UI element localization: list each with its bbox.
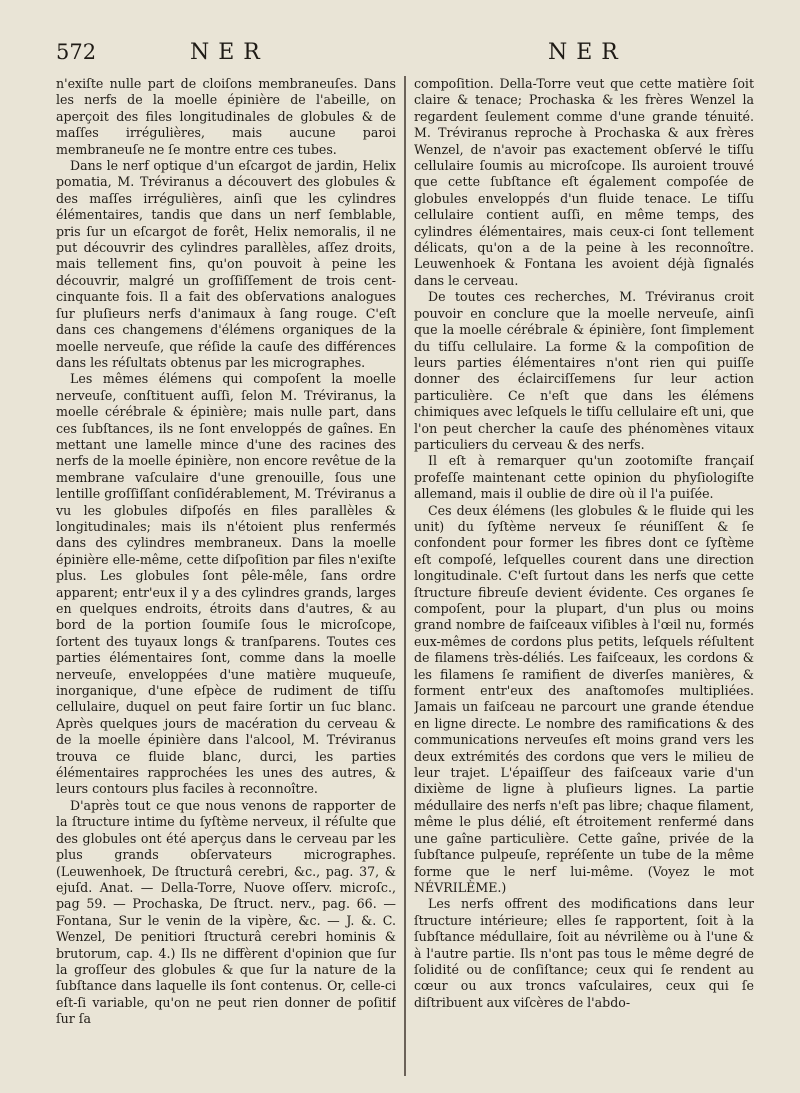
paragraph: D'après tout ce que nous venons de rapporter de la ſtructure intime du ſyſtème nerveux, il réſulte que des globules ont été aperçus dans le cerveau par les plus grands obſervateurs micrographes. (Leuwenhoek, De ſtructurâ cerebri, &c., pag. 37, & ejuſd. Anat. — Della-Torre, Nuove oſſerv. microſc., pag 59. — Prochaska, De ſtruct. nerv., pag. 66. — Fontana, Sur le venin de la vipère, &c. — J. &. C. Wenzel, De penitiori ſtructurâ cerebri hominis & brutorum, cap. 4.) Ils ne diffèrent d'opinion que ſur la groſſeur des globules & que ſur la nature de la ſubſtance dans laquelle ils ſont contenus. Or, celle-ci eſt-ſi variable, qu'on ne peut rien donner de poſitif ſur ſa <box>56 797 396 1027</box>
paragraph: Dans le nerf optique d'un eſcargot de jardin, Helix pomatia, M. Tréviranus a découvert des globules & des maſſes irrégulières, ainſi que les cylindres élémentaires, tandis que dans un nerf ſemblable, pris ſur un eſcargot de forêt, Helix nemoralis, il ne put découvrir des cylindres parallèles, aſſez droits, mais tellement fins, qu'on pouvoit à peine les découvrir, malgré un groſſiſſement de trois cent-cinquante fois. Il a fait des obſervations analogues ſur pluſieurs nerfs d'animaux à ſang rouge. C'eſt dans ces changemens d'élémens organiques de la moelle nerveuſe, que réſide la cauſe des différences dans les réſultats obtenus par les micrographes. <box>56 158 396 370</box>
left-column <box>56 76 396 1086</box>
page-number: 572 <box>56 40 97 64</box>
column-rule <box>404 76 406 1076</box>
running-head-left: NER <box>190 40 269 65</box>
paragraph: Les mêmes élémens qui compoſent la moelle nerveuſe, conſtituent auſſi, ſelon M. Tréviranus, la moelle cérébrale & épinière; mais nulle part, dans ces ſubſtances, ils ne ſont enveloppés de gaînes. En mettant une lamelle mince d'une des racines des nerfs de la moelle épinière, non encore revêtue de la membrane vaſculaire d'une grenouille, ſous une lentille groſſiſſant conſidérablement, M. Tréviranus a vu les globules diſpoſés en files parallèles & longitudinales; mais ils n'étoient plus renfermés dans des cylindres membraneux. Dans la moelle épinière elle-même, cette diſpoſition par files n'exiſte plus. Les globules ſont pêle-mêle, ſans ordre apparent; entr'eux il y a des cylindres grands, larges en quelques endroits, étroits dans d'autres, & au bord de la portion ſoumiſe ſous le microſcope, ſortent des tuyaux longs & tranſparens. Toutes ces parties élémentaires ſont, comme dans la moelle nerveuſe, enveloppées d'une matière muqueuſe, inorganique, d'une eſpèce de rudiment de tiſſu cellulaire, duquel on peut faire ſortir un ſuc blanc. Après quelques jours de macération du cerveau & de la moelle épinière dans l'alcool, M. Tréviranus trouva ce fluide blanc, durci, les parties élémentaires rapprochées les unes des autres, & leurs contours plus faciles à reconnoître. <box>56 371 396 797</box>
paragraph: Il eſt à remarquer qu'un zootomiſte françaiſ profeſſe maintenant cette opinion du phyſiologiſte allemand, mais il oublie de dire où il l'a puiſée. <box>414 453 754 502</box>
right-column <box>414 76 754 1086</box>
paragraph: compoſition. Della-Torre veut que cette matière ſoit claire & tenace; Prochaska & les frères Wenzel la regardent ſeulement comme d'une grande ténuité. M. Tréviranus reproche à Prochaska & aux frères Wenzel, de n'avoir pas exactement obſervé le tiſſu cellulaire ſoumis au microſcope. Ils auroient trouvé que cette ſubſtance eſt également compoſée de globules enveloppés d'un fluide tenace. Le tiſſu cellulaire contient auſſi, en même temps, des cylindres élémentaires, mais ceux-ci ſont tellement délicats, qu'on a de la peine à les reconnoître. Leuwenhoek & Fontana les avoient déjà ſignalés dans le cerveau. <box>414 76 754 288</box>
paragraph: Les nerfs offrent des modifications dans leur ſtructure intérieure; elles ſe rapportent, ſoit à la ſubſtance médullaire, ſoit au névrilème ou à l'une & à l'autre partie. Ils n'ont pas tous le même degré de ſolidité ou de conſiſtance; ceux qui ſe rendent au cœur ou aux troncs vaſculaires, ceux qui ſe diſtribuent aux viſcères de l'abdo- <box>414 896 754 1010</box>
paragraph: n'exiſte nulle part de cloiſons membraneuſes. Dans les nerfs de la moelle épinière de l'abeille, on aperçoit des files longitudinales de globules & de maſſes irrégulières, mais aucune paroi membraneuſe ne ſe montre entre ces tubes. <box>56 76 396 157</box>
paragraph: De toutes ces recherches, M. Tréviranus croit pouvoir en conclure que la moelle nerveuſe, ainſi que la moelle cérébrale & épinière, ſont ſimplement du tiſſu cellulaire. La forme & la compoſition de leurs parties élémentaires n'ont rien qui puiſſe donner des éclairciſſemens ſur leur action particulière. Ce n'eſt que dans les élémens chimiques avec leſquels le tiſſu cellulaire eſt uni, que l'on peut chercher la cauſe des phénomènes vitaux particuliers du cerveau & des nerfs. <box>414 289 754 452</box>
paragraph: Ces deux élémens (les globules & le fluide qui les unit) du ſyſtème nerveux ſe réuniſſent & ſe confondent pour former les fibres dont ce ſyſtème eſt compoſé, leſquelles courent dans une direction longitudinale. C'eſt ſurtout dans les nerfs que cette ſtructure fibreuſe devient évidente. Ces organes ſe compoſent, pour la plupart, d'un plus ou moins grand nombre de faiſceaux viſibles à l'œil nu, formés eux-mêmes de cordons plus petits, leſquels réſultent de filamens très-déliés. Les faiſceaux, les cordons & les filamens ſe ramifient de diverſes manières, & forment entr'eux des anaſtomoſes multipliées. Jamais un faiſceau ne parcourt une grande étendue en ligne directe. Le nombre des ramifications & des communications nerveuſes eſt moins grand vers les deux extrémités des cordons que vers le milieu de leur trajet. L'épaiſſeur des faiſceaux varie d'un dixième de ligne à pluſieurs lignes. La partie médullaire des nerfs n'eſt pas libre; chaque filament, même le plus délié, eſt étroitement renfermé dans une gaîne particulière. Cette gaîne, privée de la ſubſtance pulpeuſe, repréſente un tube de la même forme que le nerf lui-même. (Voyez le mot NÉVRILÈME.) <box>414 502 754 895</box>
running-head-right: NER <box>548 40 627 65</box>
